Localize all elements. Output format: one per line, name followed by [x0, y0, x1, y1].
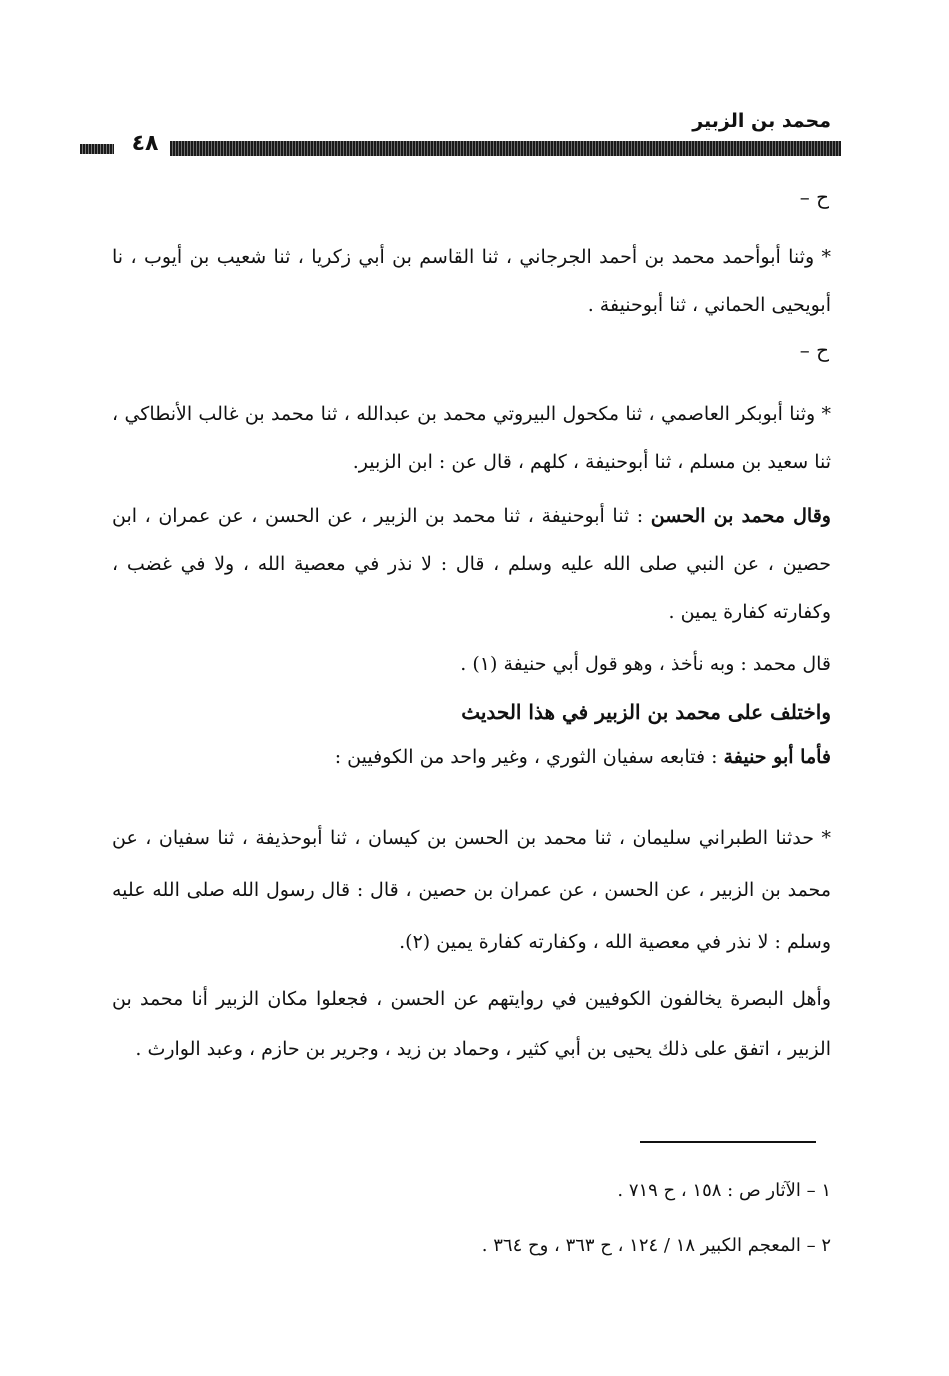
page-number-ornament [80, 144, 114, 154]
paragraph-3-lead: وقال محمد بن الحسن [650, 505, 831, 527]
paragraph-1: * وثنا أبوأحمد محمد بن أحمد الجرجاني ، ثنا القاسم بن أبي زكريا ، ثنا شعيب بن أيوب ، نا أبويحيى الحماني ، ثنا أبوحنيفة . [112, 246, 831, 316]
running-title: محمد بن الزبير [692, 110, 831, 132]
paragraph-5-lead: فأما أبو حنيفة [723, 746, 831, 768]
paragraph-7: وأهل البصرة يخالفون الكوفيين في روايتهم عن الحسن ، فجعلوا مكان الزبير أنا محمد بن الزبير ، اتفق على ذلك يحيى بن أبي كثير ، وحماد بن زيد ، وجرير بن حازم ، وعبد الوارث . [112, 988, 831, 1060]
paragraph-4: قال محمد : وبه نأخذ ، وهو قول أبي حنيفة (١) . [460, 653, 831, 675]
hadith-marker-2: ح – [799, 338, 829, 362]
paragraph-3 [112, 492, 831, 636]
paragraph-2: * وثنا أبوبكر العاصمي ، ثنا مكحول البيروتي محمد بن عبدالله ، ثنا محمد بن غالب الأنطاكي ، ثنا سعيد بن مسلم ، ثنا أبوحنيفة ، كلهم ، قال عن : ابن الزبير. [112, 403, 831, 473]
page-number: ٤٨ [131, 131, 159, 156]
paragraph-5 [112, 733, 831, 781]
paragraph-6: * حدثنا الطبراني سليمان ، ثنا محمد بن الحسن بن كيسان ، ثنا أبوحذيفة ، ثنا سفيان ، عن محمد بن الزبير ، عن الحسن ، عن عمران بن حصين ، قال : قال رسول الله صلى الله عليه وسلم : لا نذر في معصية الله ، وكفارته كفارة يمين (٢). [112, 827, 831, 953]
hadith-marker-1: ح – [799, 185, 829, 209]
footnote-2: ٢ – المعجم الكبير ١٨ / ١٢٤ ، ح ٣٦٣ ، وح ٣٦٤ . [481, 1235, 831, 1256]
section-heading: واختلف على محمد بن الزبير في هذا الحديث [461, 700, 831, 724]
footnote-1: ١ – الآثار ص : ١٥٨ ، ح ٧١٩ . [617, 1180, 831, 1201]
paragraph-3-text: : ثنا أبوحنيفة ، ثنا محمد بن الزبير ، عن الحسن ، عن عمران ، ابن حصين ، عن النبي صلى الله عليه وسلم ، قال : لا نذر في معصية الله ، ولا في غضب ، وكفارته كفارة يمين . [112, 505, 831, 623]
paragraph-5-text: : فتابعه سفيان الثوري ، وغير واحد من الكوفيين : [334, 746, 718, 768]
footnote-separator [640, 1141, 816, 1143]
header-rule [170, 141, 841, 156]
